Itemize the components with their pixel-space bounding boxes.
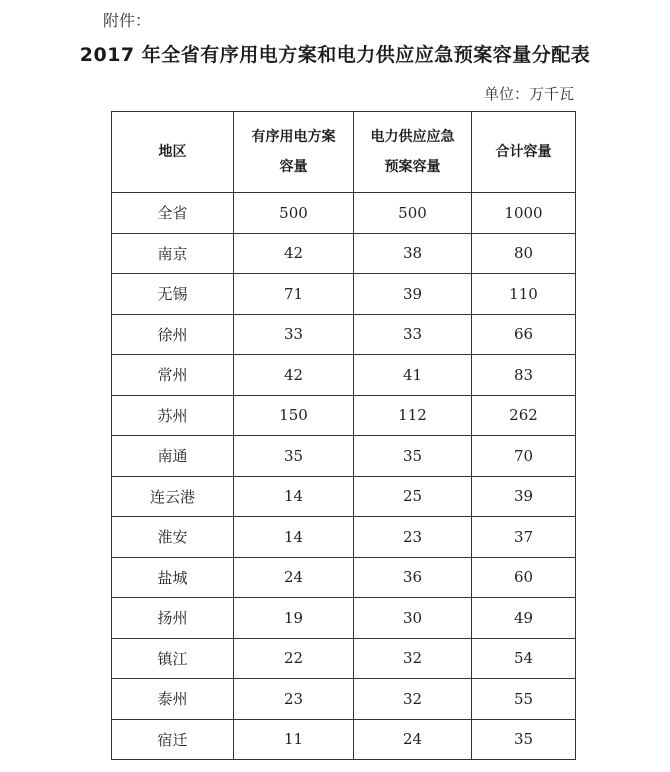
cell-emergency-capacity: 30 <box>354 598 472 639</box>
cell-orderly-capacity: 71 <box>234 274 354 315</box>
cell-emergency-capacity: 38 <box>354 233 472 274</box>
cell-orderly-capacity: 150 <box>234 395 354 436</box>
cell-total-capacity: 54 <box>472 638 576 679</box>
cell-total-capacity: 83 <box>472 355 576 396</box>
cell-region: 淮安 <box>112 517 234 558</box>
cell-total-capacity: 1000 <box>472 193 576 234</box>
cell-orderly-capacity: 24 <box>234 557 354 598</box>
header-emergency-capacity <box>354 112 472 193</box>
cell-total-capacity: 70 <box>472 436 576 477</box>
table-row <box>112 638 576 679</box>
cell-emergency-capacity: 41 <box>354 355 472 396</box>
cell-region: 苏州 <box>112 395 234 436</box>
table-row <box>112 598 576 639</box>
cell-emergency-capacity: 25 <box>354 476 472 517</box>
header-total-capacity <box>472 112 576 193</box>
cell-orderly-capacity: 19 <box>234 598 354 639</box>
cell-orderly-capacity: 500 <box>234 193 354 234</box>
header-region <box>112 112 234 193</box>
cell-region: 南通 <box>112 436 234 477</box>
header-orderly-line-2: 容量 <box>279 159 308 175</box>
table-row <box>112 436 576 477</box>
header-emergency-line-2: 预案容量 <box>384 159 441 175</box>
table-row <box>112 193 576 234</box>
table-row <box>112 274 576 315</box>
cell-total-capacity: 39 <box>472 476 576 517</box>
cell-region: 扬州 <box>112 598 234 639</box>
table-row <box>112 395 576 436</box>
cell-region: 泰州 <box>112 679 234 720</box>
cell-emergency-capacity: 36 <box>354 557 472 598</box>
table-row <box>112 233 576 274</box>
cell-emergency-capacity: 500 <box>354 193 472 234</box>
cell-total-capacity: 35 <box>472 719 576 760</box>
cell-emergency-capacity: 24 <box>354 719 472 760</box>
cell-region: 南京 <box>112 233 234 274</box>
cell-region: 徐州 <box>112 314 234 355</box>
cell-region: 宿迁 <box>112 719 234 760</box>
cell-region: 常州 <box>112 355 234 396</box>
table-row <box>112 517 576 558</box>
table-row <box>112 355 576 396</box>
attachment-label: 附件： <box>103 11 152 30</box>
cell-emergency-capacity: 33 <box>354 314 472 355</box>
cell-total-capacity: 60 <box>472 557 576 598</box>
cell-emergency-capacity: 23 <box>354 517 472 558</box>
cell-total-capacity: 80 <box>472 233 576 274</box>
header-orderly-capacity <box>234 112 354 193</box>
cell-orderly-capacity: 35 <box>234 436 354 477</box>
cell-total-capacity: 37 <box>472 517 576 558</box>
cell-orderly-capacity: 33 <box>234 314 354 355</box>
table-row <box>112 679 576 720</box>
cell-emergency-capacity: 32 <box>354 638 472 679</box>
cell-orderly-capacity: 22 <box>234 638 354 679</box>
cell-orderly-capacity: 23 <box>234 679 354 720</box>
cell-emergency-capacity: 112 <box>354 395 472 436</box>
cell-region: 无锡 <box>112 274 234 315</box>
cell-region: 盐城 <box>112 557 234 598</box>
cell-orderly-capacity: 11 <box>234 719 354 760</box>
cell-orderly-capacity: 42 <box>234 355 354 396</box>
cell-region: 连云港 <box>112 476 234 517</box>
cell-emergency-capacity: 35 <box>354 436 472 477</box>
cell-orderly-capacity: 14 <box>234 517 354 558</box>
cell-total-capacity: 55 <box>472 679 576 720</box>
header-orderly-line-1: 有序用电方案 <box>251 129 336 145</box>
cell-emergency-capacity: 32 <box>354 679 472 720</box>
unit-label: 单位：万千瓦 <box>483 85 574 103</box>
header-region-label: 地区 <box>158 144 187 160</box>
document-title: 2017 年全省有序用电方案和电力供应应急预案容量分配表 <box>79 44 591 66</box>
table-row <box>112 719 576 760</box>
table-row <box>112 476 576 517</box>
header-total-label: 合计容量 <box>495 144 552 160</box>
table-row <box>112 314 576 355</box>
cell-orderly-capacity: 42 <box>234 233 354 274</box>
cell-total-capacity: 49 <box>472 598 576 639</box>
cell-emergency-capacity: 39 <box>354 274 472 315</box>
cell-orderly-capacity: 14 <box>234 476 354 517</box>
cell-total-capacity: 262 <box>472 395 576 436</box>
table-header-row <box>112 112 576 193</box>
header-emergency-line-1: 电力供应应急 <box>370 129 455 145</box>
cell-region: 全省 <box>112 193 234 234</box>
allocation-table <box>111 111 576 760</box>
cell-region: 镇江 <box>112 638 234 679</box>
cell-total-capacity: 110 <box>472 274 576 315</box>
cell-total-capacity: 66 <box>472 314 576 355</box>
table-row <box>112 557 576 598</box>
